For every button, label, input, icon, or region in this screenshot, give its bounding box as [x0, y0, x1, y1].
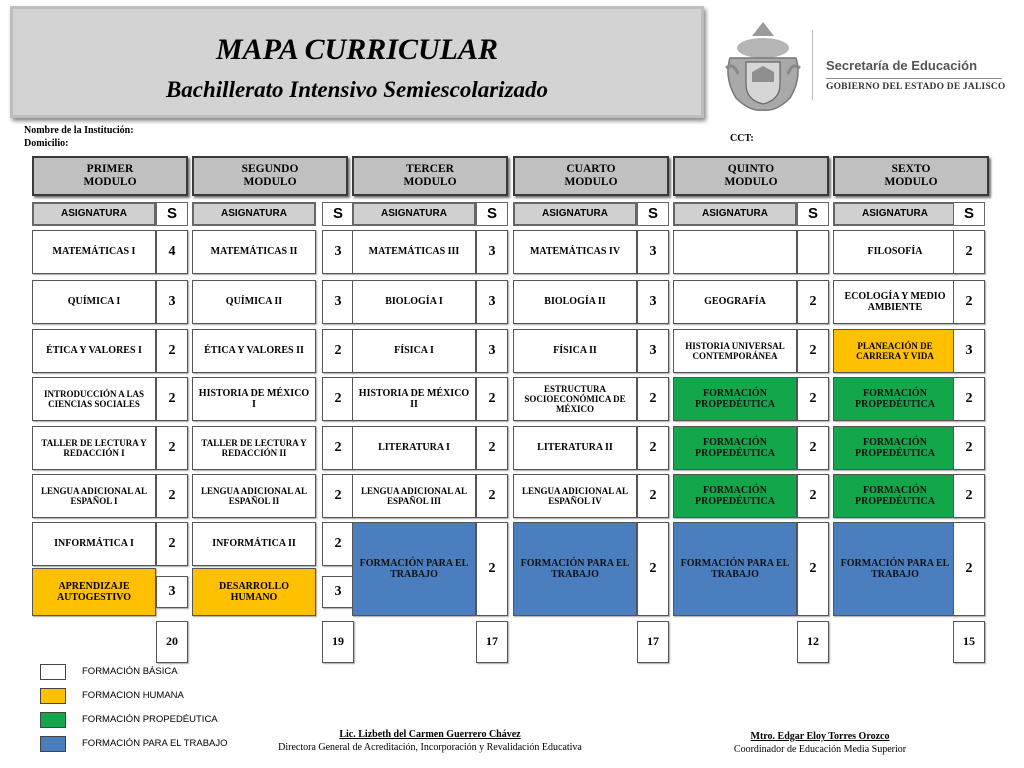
subject-cell: MATEMÁTICAS I — [32, 230, 156, 274]
credits-cell: 2 — [156, 474, 188, 518]
credits-cell: 2 — [322, 377, 354, 421]
credits-cell: 2 — [637, 377, 669, 421]
subject-cell: FORMACIÓN PARA EL TRABAJO — [352, 522, 476, 616]
credits-cell: 2 — [156, 522, 188, 566]
module-title: SEXTO — [891, 163, 931, 176]
subject-cell: MATEMÁTICAS IV — [513, 230, 637, 274]
subject-cell: FORMACIÓN PROPEDÉUTICA — [673, 426, 797, 470]
legend-label: FORMACIÓN PARA EL TRABAJO — [82, 738, 228, 749]
credits-cell: 3 — [637, 280, 669, 324]
column-header-credits: S — [637, 202, 669, 226]
subject-cell: HISTORIA UNIVERSAL CONTEMPORÁNEA — [673, 329, 797, 373]
credits-cell: 3 — [476, 280, 508, 324]
column-header-subject: ASIGNATURA — [673, 202, 797, 226]
subject-cell: FORMACIÓN PROPEDÉUTICA — [673, 377, 797, 421]
address-label: Domicilio: — [24, 138, 69, 149]
credits-cell: 2 — [637, 474, 669, 518]
logo-separator — [812, 30, 813, 100]
page-subtitle: Bachillerato Intensivo Semiescolarizado — [165, 77, 549, 102]
credits-cell: 3 — [322, 230, 354, 274]
signature-name: Mtro. Edgar Eloy Torres Orozco — [750, 731, 890, 742]
institution-label: Nombre de la Institución: — [24, 125, 134, 136]
credits-cell: 2 — [797, 474, 829, 518]
module-subtitle: MODULO — [724, 176, 778, 188]
column-header-credits: S — [322, 202, 354, 226]
subject-cell: DESARROLLO HUMANO — [192, 568, 316, 616]
credits-cell: 3 — [156, 576, 188, 608]
subject-cell: LITERATURA I — [352, 426, 476, 470]
legend-swatch — [40, 712, 66, 728]
module-title: QUINTO — [727, 163, 775, 176]
subject-cell: FORMACIÓN PROPEDÉUTICA — [833, 474, 957, 518]
module-subtitle: MODULO — [884, 176, 938, 188]
subject-cell: HISTORIA DE MÉXICO II — [352, 377, 476, 421]
credits-cell: 2 — [476, 426, 508, 470]
subject-cell: TALLER DE LECTURA Y REDACCIÓN II — [192, 426, 316, 470]
subject-cell: BIOLOGÍA II — [513, 280, 637, 324]
subject-cell: ESTRUCTURA SOCIOECONÓMICA DE MÉXICO — [513, 377, 637, 421]
module-subtitle: MODULO — [83, 176, 137, 188]
credits-cell: 3 — [476, 230, 508, 274]
subject-cell: QUÍMICA II — [192, 280, 316, 324]
subject-cell: FORMACIÓN PARA EL TRABAJO — [673, 522, 797, 616]
credits-cell: 2 — [953, 280, 985, 324]
credits-cell: 2 — [476, 522, 508, 616]
module-title: CUARTO — [566, 163, 616, 176]
credits-cell: 2 — [322, 426, 354, 470]
credits-cell: 2 — [637, 522, 669, 616]
credits-cell: 2 — [953, 522, 985, 616]
credits-cell: 2 — [797, 522, 829, 616]
legend-swatch — [40, 736, 66, 752]
column-header-credits: S — [156, 202, 188, 226]
jalisco-coat-of-arms-icon — [722, 18, 804, 114]
credits-cell: 2 — [797, 329, 829, 373]
credits-cell: 2 — [476, 474, 508, 518]
column-header-subject: ASIGNATURA — [513, 202, 637, 226]
module-title: PRIMER — [86, 163, 134, 176]
total-credits: 15 — [953, 621, 985, 663]
module-header — [673, 156, 829, 196]
total-credits: 20 — [156, 621, 188, 663]
credits-cell: 2 — [797, 377, 829, 421]
subject-cell: ÉTICA Y VALORES I — [32, 329, 156, 373]
subject-cell: FORMACIÓN PROPEDÉUTICA — [833, 377, 957, 421]
subject-cell: FÍSICA II — [513, 329, 637, 373]
total-credits: 17 — [637, 621, 669, 663]
subject-cell — [673, 230, 797, 274]
credits-cell: 2 — [953, 230, 985, 274]
column-header-credits: S — [797, 202, 829, 226]
signature-role: Coordinador de Educación Media Superior — [733, 743, 907, 755]
credits-cell: 3 — [953, 329, 985, 373]
subject-cell: MATEMÁTICAS II — [192, 230, 316, 274]
signature-name: Lic. Lizbeth del Carmen Guerrero Chávez — [339, 729, 521, 740]
credits-cell: 2 — [953, 377, 985, 421]
total-credits: 12 — [797, 621, 829, 663]
subject-cell: ÉTICA Y VALORES II — [192, 329, 316, 373]
subject-cell: LENGUA ADICIONAL AL ESPAÑOL IV — [513, 474, 637, 518]
subject-cell: MATEMÁTICAS III — [352, 230, 476, 274]
subject-cell: FORMACIÓN PROPEDÉUTICA — [673, 474, 797, 518]
subject-cell: INFORMÁTICA II — [192, 522, 316, 566]
credits-cell: 2 — [476, 377, 508, 421]
column-header-subject: ASIGNATURA — [833, 202, 957, 226]
credits-cell: 3 — [476, 329, 508, 373]
legend-label: FORMACIÓN PROPEDÉUTICA — [82, 714, 218, 725]
credits-cell: 3 — [322, 576, 354, 608]
subject-cell: INFORMÁTICA I — [32, 522, 156, 566]
subject-cell: QUÍMICA I — [32, 280, 156, 324]
subject-cell: APRENDIZAJE AUTOGESTIVO — [32, 568, 156, 616]
credits-cell — [797, 230, 829, 274]
credits-cell: 2 — [156, 426, 188, 470]
module-subtitle: MODULO — [564, 176, 618, 188]
credits-cell: 2 — [953, 474, 985, 518]
subject-cell: FORMACIÓN PROPEDÉUTICA — [833, 426, 957, 470]
credits-cell: 2 — [156, 329, 188, 373]
credits-cell: 2 — [797, 280, 829, 324]
secretaria-title: Secretaría de Educación — [826, 58, 978, 73]
subject-cell: FÍSICA I — [352, 329, 476, 373]
subject-cell: BIOLOGÍA I — [352, 280, 476, 324]
subject-cell: INTRODUCCIÓN A LAS CIENCIAS SOCIALES — [32, 377, 156, 421]
logo-rule — [826, 78, 1002, 79]
signature-director — [270, 729, 590, 754]
module-title: SEGUNDO — [241, 163, 299, 176]
legend-swatch — [40, 688, 66, 704]
title-banner — [10, 6, 704, 118]
legend-label: FORMACIÓN BÁSICA — [82, 666, 178, 677]
credits-cell: 3 — [156, 280, 188, 324]
module-header — [32, 156, 188, 196]
column-header-subject: ASIGNATURA — [352, 202, 476, 226]
credits-cell: 3 — [322, 280, 354, 324]
module-subtitle: MODULO — [243, 176, 297, 188]
credits-cell: 2 — [322, 474, 354, 518]
subject-cell: LENGUA ADICIONAL AL ESPAÑOL II — [192, 474, 316, 518]
subject-cell: HISTORIA DE MÉXICO I — [192, 377, 316, 421]
credits-cell: 3 — [637, 329, 669, 373]
signature-coordinator — [700, 731, 940, 756]
signature-role: Directora General de Acreditación, Incorporación y Revalidación Educativa — [278, 741, 582, 753]
credits-cell: 2 — [637, 426, 669, 470]
credits-cell: 2 — [797, 426, 829, 470]
secretaria-subtitle: GOBIERNO DEL ESTADO DE JALISCO — [826, 82, 1006, 92]
subject-cell: FORMACIÓN PARA EL TRABAJO — [513, 522, 637, 616]
subject-cell: ECOLOGÍA Y MEDIO AMBIENTE — [833, 280, 957, 324]
module-header — [513, 156, 669, 196]
column-header-credits: S — [953, 202, 985, 226]
credits-cell: 2 — [322, 329, 354, 373]
column-header-subject: ASIGNATURA — [32, 202, 156, 226]
subject-cell: LENGUA ADICIONAL AL ESPAÑOL I — [32, 474, 156, 518]
column-header-credits: S — [476, 202, 508, 226]
module-subtitle: MODULO — [403, 176, 457, 188]
credits-cell: 3 — [637, 230, 669, 274]
module-header — [352, 156, 508, 196]
subject-cell: LITERATURA II — [513, 426, 637, 470]
credits-cell: 4 — [156, 230, 188, 274]
credits-cell: 2 — [322, 522, 354, 566]
total-credits: 19 — [322, 621, 354, 663]
subject-cell: GEOGRAFÍA — [673, 280, 797, 324]
credits-cell: 2 — [156, 377, 188, 421]
subject-cell: LENGUA ADICIONAL AL ESPAÑOL III — [352, 474, 476, 518]
legend-label: FORMACION HUMANA — [82, 690, 184, 701]
legend-swatch — [40, 664, 66, 680]
module-header — [192, 156, 348, 196]
column-header-subject: ASIGNATURA — [192, 202, 316, 226]
subject-cell: FILOSOFÍA — [833, 230, 957, 274]
subject-cell: TALLER DE LECTURA Y REDACCIÓN I — [32, 426, 156, 470]
credits-cell: 2 — [953, 426, 985, 470]
subject-cell: FORMACIÓN PARA EL TRABAJO — [833, 522, 957, 616]
module-header — [833, 156, 989, 196]
cct-label: CCT: — [730, 133, 754, 144]
page-title: MAPA CURRICULAR — [215, 33, 499, 66]
subject-cell: PLANEACIÓN DE CARRERA Y VIDA — [833, 329, 957, 373]
module-title: TERCER — [406, 163, 454, 176]
total-credits: 17 — [476, 621, 508, 663]
